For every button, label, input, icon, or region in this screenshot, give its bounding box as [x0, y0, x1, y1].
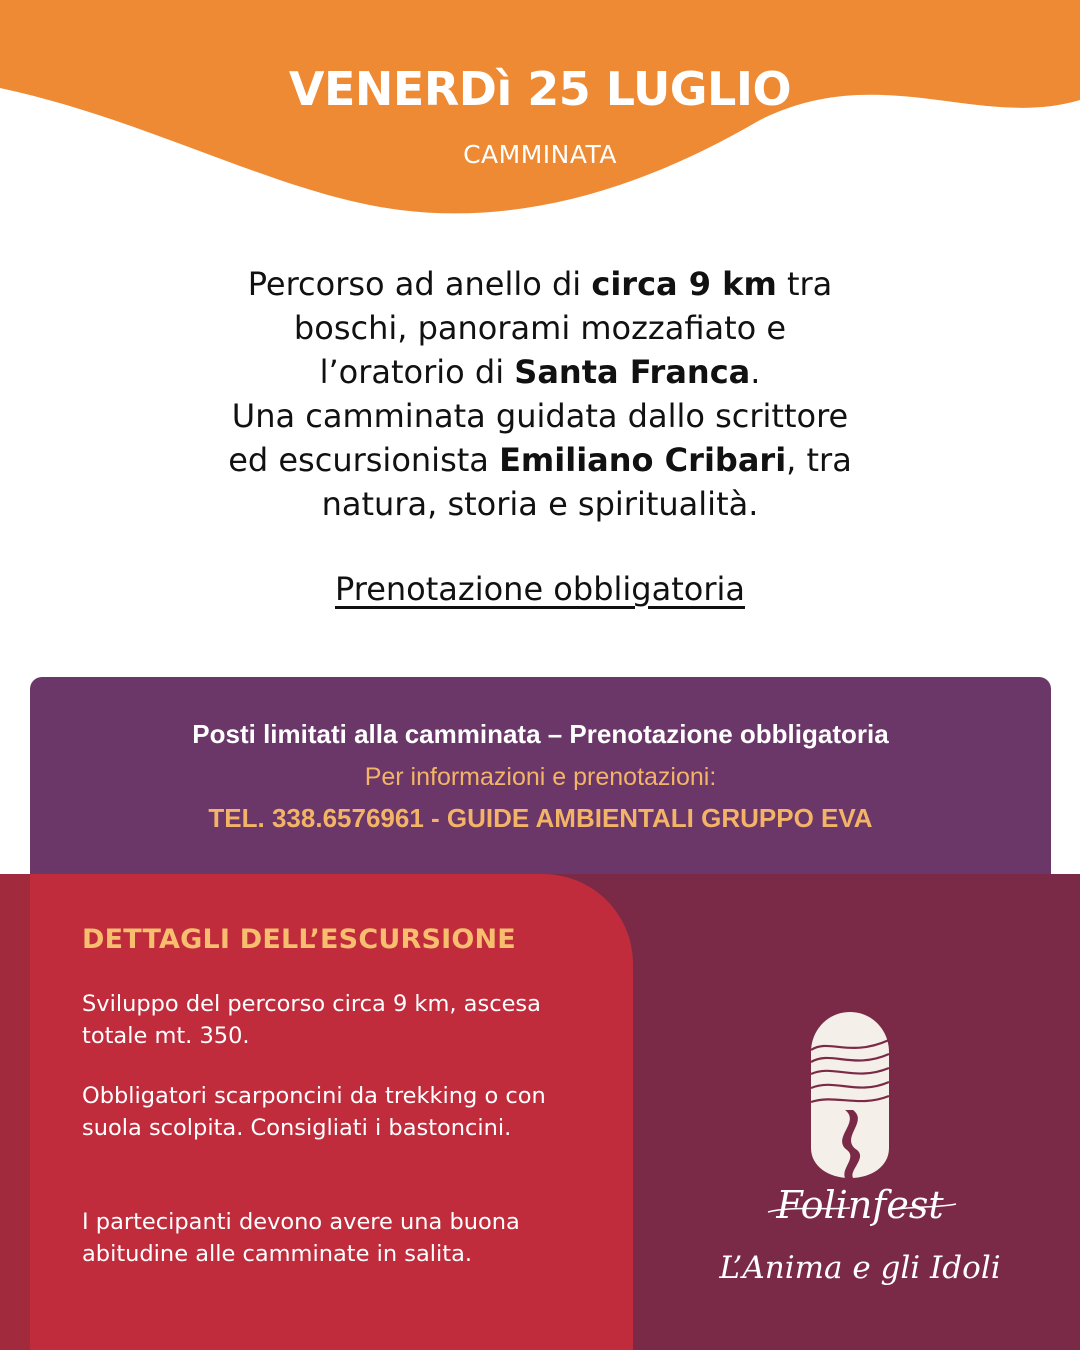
limited-places-text: Posti limitati alla camminata – Prenotazione obbligatoria [192, 719, 889, 749]
folinfest-logo [700, 1000, 1020, 1300]
details-title: DETTAGLI DELL’ESCURSIONE [82, 924, 516, 955]
info-contact-label: Per informazioni e prenotazioni: [364, 763, 717, 791]
event-type-subtitle: CAMMINATA [463, 140, 617, 169]
left-accent-strip [0, 874, 30, 1350]
folinfest-brand-icon [760, 1170, 960, 1240]
details-equipment: Obbligatori scarponcini da trekking o con suola scolpita. Consigliati i bastoncini. [82, 1083, 546, 1141]
phone-contact: TEL. 338.6576961 - GUIDE AMBIENTALI GRUPPO EVA [208, 803, 873, 833]
booking-required-note: Prenotazione obbligatoria [335, 570, 745, 608]
folinfest-logo-icon [809, 1010, 891, 1180]
event-description: Percorso ad anello di circa 9 km tra boschi, panorami mozzafiato e l’oratorio di Santa Franca. Una camminata guidata dallo scrittore ed escursionista Emiliano Cribari, tra natura, storia e spiritualità. [228, 265, 852, 523]
svg-text:Folinfest: Folinfest [776, 1183, 944, 1227]
excursion-details-panel [30, 874, 633, 1350]
logo-tagline: L’Anima e gli Idoli [719, 1250, 1001, 1286]
details-requirements: I partecipanti devono avere una buona abitudine alle camminate in salita. [82, 1209, 520, 1267]
event-date-title: VENERDì 25 LUGLIO [288, 62, 792, 116]
details-route-length: Sviluppo del percorso circa 9 km, ascesa totale mt. 350. [82, 991, 541, 1049]
